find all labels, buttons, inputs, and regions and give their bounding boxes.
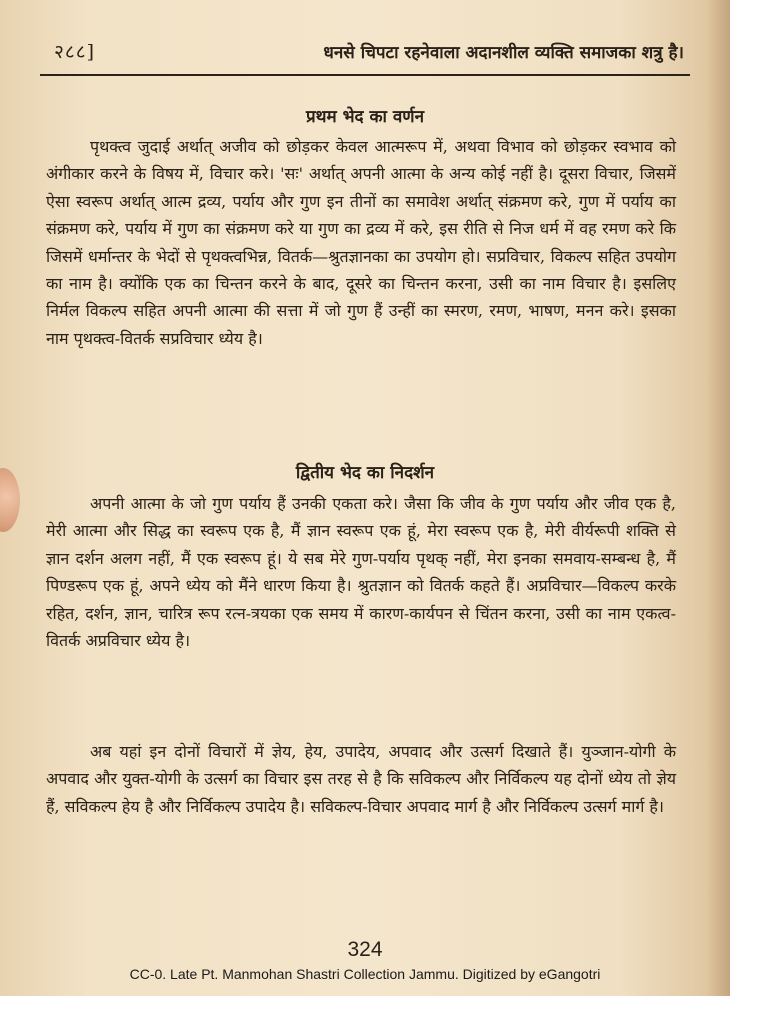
paragraph-text: अब यहां इन दोनों विचारों में ज्ञेय, हेय, उपादेय, अपवाद और उत्सर्ग दिखाते हैं। युञ्जान-योगी के अपवाद और युक्त-योगी के उत्सर्ग का विचार इस तरह से है कि सविकल्प और निर्विकल्प यह दोनों ध्येय तो ज्ञेय हैं, सविकल्प हेय है और निर्विकल्प उपादेय है। सविकल्प-विचार अपवाद मार्ग है और निर्विकल्प उत्सर्ग मार्ग है। [46,742,676,816]
paragraph-text: अपनी आत्मा के जो गुण पर्याय हैं उनकी एकता करे। जैसा कि जीव के गुण पर्याय और जीव एक है, मेरी आत्मा और सिद्ध का स्वरूप एक है, मैं ज्ञान स्वरूप एक हूं, मेरा स्वरूप एक है, मेरी वीर्यरूपी शक्ति से ज्ञान दर्शन अलग नहीं, मैं एक स्वरूप हूं। ये सब मेरे गुण-पर्याय पृथक् नहीं, मेरा इनका समवाय-सम्बन्ध है, मैं पिण्डरूप एक हूं, अपने ध्येय को मैंने धारण किया है। श्रुतज्ञान को वितर्क कहते हैं। अप्रविचार—विकल्प करके रहित, दर्शन, ज्ञान, चारित्र रूप रत्न-त्रयका एक समय में कारण-कार्यपन से चिंतन करना, उसी का नाम एकत्व-वितर्क अप्रविचार ध्येय है। [46,494,676,651]
paragraph-third [46,738,676,820]
paragraph-first [46,133,676,352]
section-heading-second: द्वितीय भेद का निदर्शन [295,463,435,483]
paragraph-text: पृथक्त्व जुदाई अर्थात् अजीव को छोड़कर केवल आत्मरूप में, अथवा विभाव को छोड़कर स्वभाव को अंगीकार करने के विषय में, विचार करे। 'सः' अर्थात् अपनी आत्मा के अन्य कोई नहीं है। दूसरा विचार, जिसमें ऐसा स्वरूप अर्थात् आत्म द्रव्य, पर्याय और गुण इन तीनों का समावेश अर्थात् संक्रमण करे, गुण में पर्याय का संक्रमण करे, पर्याय में गुण का संक्रमण करे या गुण का द्रव्य में करे, इस रीति से निज धर्म में वह रमण करे कि जिसमें धर्मान्तर के भेदों से पृथक्त्वभिन्न, वितर्क—श्रुतज्ञानका का उपयोग हो। सप्रविचार, विकल्प सहित उपयोग का नाम है। क्योंकि एक का चिन्तन करने के बाद, दूसरे का चिन्तन करना, उसी का नाम विचार है। इसलिए निर्मल विकल्प सहित अपनी आत्मा की सत्ता में जो गुण हैं उन्हीं का स्मरण, रमण, भाषण, मनन करे। इसका नाम पृथक्त्व-वितर्क सप्रविचार ध्येय है। [46,137,676,348]
section-heading-first: प्रथम भेद का वर्णन [305,107,425,127]
page-header [40,38,690,76]
header-page-number: २८८] [54,41,96,63]
paragraph-second [46,490,676,654]
running-title: धनसे चिपटा रहनेवाला अदानशील व्यक्ति समाजका शत्रु है। [323,43,684,63]
digitization-credit: CC-0. Late Pt. Manmohan Shastri Collection Jammu. Digitized by eGangotri [129,966,601,982]
footer-page-number: 324 [347,938,383,961]
